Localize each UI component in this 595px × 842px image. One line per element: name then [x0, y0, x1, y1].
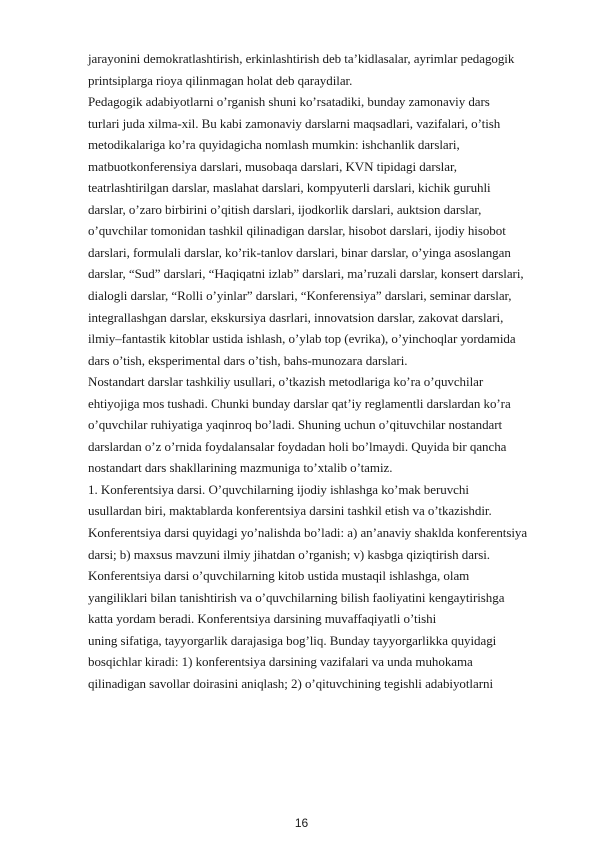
text-line: turlari juda xilma-xil. Bu kabi zamonaviy darslarni maqsadlari, vazifalari, o’tish: [88, 115, 501, 131]
text-line: metodikalariga ko’ra quyidagicha nomlash mumkin: ishchanlik darslari,: [88, 137, 460, 153]
text-line: darslar, o’zaro birbirini o’qitish darslari, ijodkorlik darslari, auktsion darslar,: [88, 201, 482, 217]
text-line: Nostandart darslar tashkiliy usullari, o’tkazish metodlariga ko’ra o’quvchilar: [88, 374, 484, 390]
text-line: matbuotkonferensiya darslari, musobaqa darslari, KVN tipidagi darslar,: [88, 158, 457, 174]
text-line: darsi; b) maxsus mavzuni ilmiy jihatdan o’rganish; v) kasbga qiziqtirish darsi.: [88, 546, 490, 562]
text-line: jarayonini demokratlashtirish, erkinlashtirish deb ta’kidlasalar, ayrimlar pedagogik: [88, 51, 515, 66]
text-line: uning sifatiga, tayyorgarlik darajasiga bog’liq. Bunday tayyorgarlikka quyidagi: [88, 632, 497, 648]
text-line: qilinadigan savollar doirasini aniqlash; 2) o’qituvchining tegishli adabiyotlarni: [88, 675, 494, 691]
text-line: darslardan o’z o’rnida foydalansalar foydadan holi bo’lmaydi. Quyida bir qancha: [88, 438, 507, 454]
text-line: dialogli darslar, “Rolli o’yinlar” darslari, “Konferensiya” darslari, seminar darslar,: [88, 288, 512, 304]
text-line: ehtiyojiga mos tushadi. Chunki bunday darslar qat’iy reglamentli darslardan ko’ra: [88, 395, 511, 411]
text-line: o’quvchilar ruhiyatiga yaqinroq bo’ladi. Shuning uchun o’qituvchilar nostandart: [88, 417, 503, 433]
text-line: katta yordam beradi. Konferentsiya darsining muvaffaqiyatli o’tishi: [88, 611, 437, 627]
text-line: Konferentsiya darsi quyidagi yo’nalishda bo’ladi: a) an’anaviy shaklda konferentsiya: [88, 525, 528, 541]
text-line: dars o’tish, eksperimental dars o’tish, bahs-munozara darslari.: [88, 352, 408, 368]
text-line: yangiliklari bilan tanishtirish va o’quvchilarning bilish faoliyatini kengaytirishga: [88, 589, 505, 605]
text-line: darslari, formulali darslar, ko’rik-tanlov darslari, binar darslar, o’yinga asoslangan: [88, 244, 511, 260]
text-line: 1. Konferentsiya darsi. O’quvchilarning ijodiy ishlashga ko’mak beruvchi: [88, 481, 469, 497]
text-line: usullardan biri, maktablarda konferentsiya darsini tashkil etish va o’tkazishdir.: [88, 503, 492, 519]
text-line: bosqichlar kiradi: 1) konferentsiya darsining vazifalari va unda muhokama: [88, 654, 473, 670]
text-line: integrallashgan darslar, ekskursiya dasrlari, innovatsion darslar, zakovat darslari,: [88, 309, 504, 325]
text-line: darslar, “Sud” darslari, “Haqiqatni izlab” darslari, ma’ruzali darslar, konsert darslari,: [88, 266, 524, 282]
body-text: [88, 48, 568, 694]
text-line: Konferentsiya darsi o’quvchilarning kitob ustida mustaqil ishlashga, olam: [88, 568, 470, 584]
text-line: Pedagogik adabiyotlarni o’rganish shuni ko’rsatadiki, bunday zamonaviy dars: [88, 94, 490, 110]
text-line: o’quvchilar tomonidan tashkil qilinadigan darslar, hisobot darslari, ijodiy hisobot: [88, 223, 506, 239]
text-line: printsiplarga rioya qilinmagan holat deb qaraydilar.: [88, 72, 353, 88]
text-line: nostandart dars shakllarining mazmuniga to’xtalib o’tamiz.: [88, 460, 393, 476]
text-line: ilmiy–fantastik kitoblar ustida ishlash, o’ylab top (evrika), o’yinchoqlar yordamida: [88, 331, 516, 347]
page-number: 16: [294, 816, 309, 830]
text-line: teatrlashtirilgan darslar, maslahat darslari, kompyuterli darslari, kichik guruhli: [88, 180, 491, 196]
